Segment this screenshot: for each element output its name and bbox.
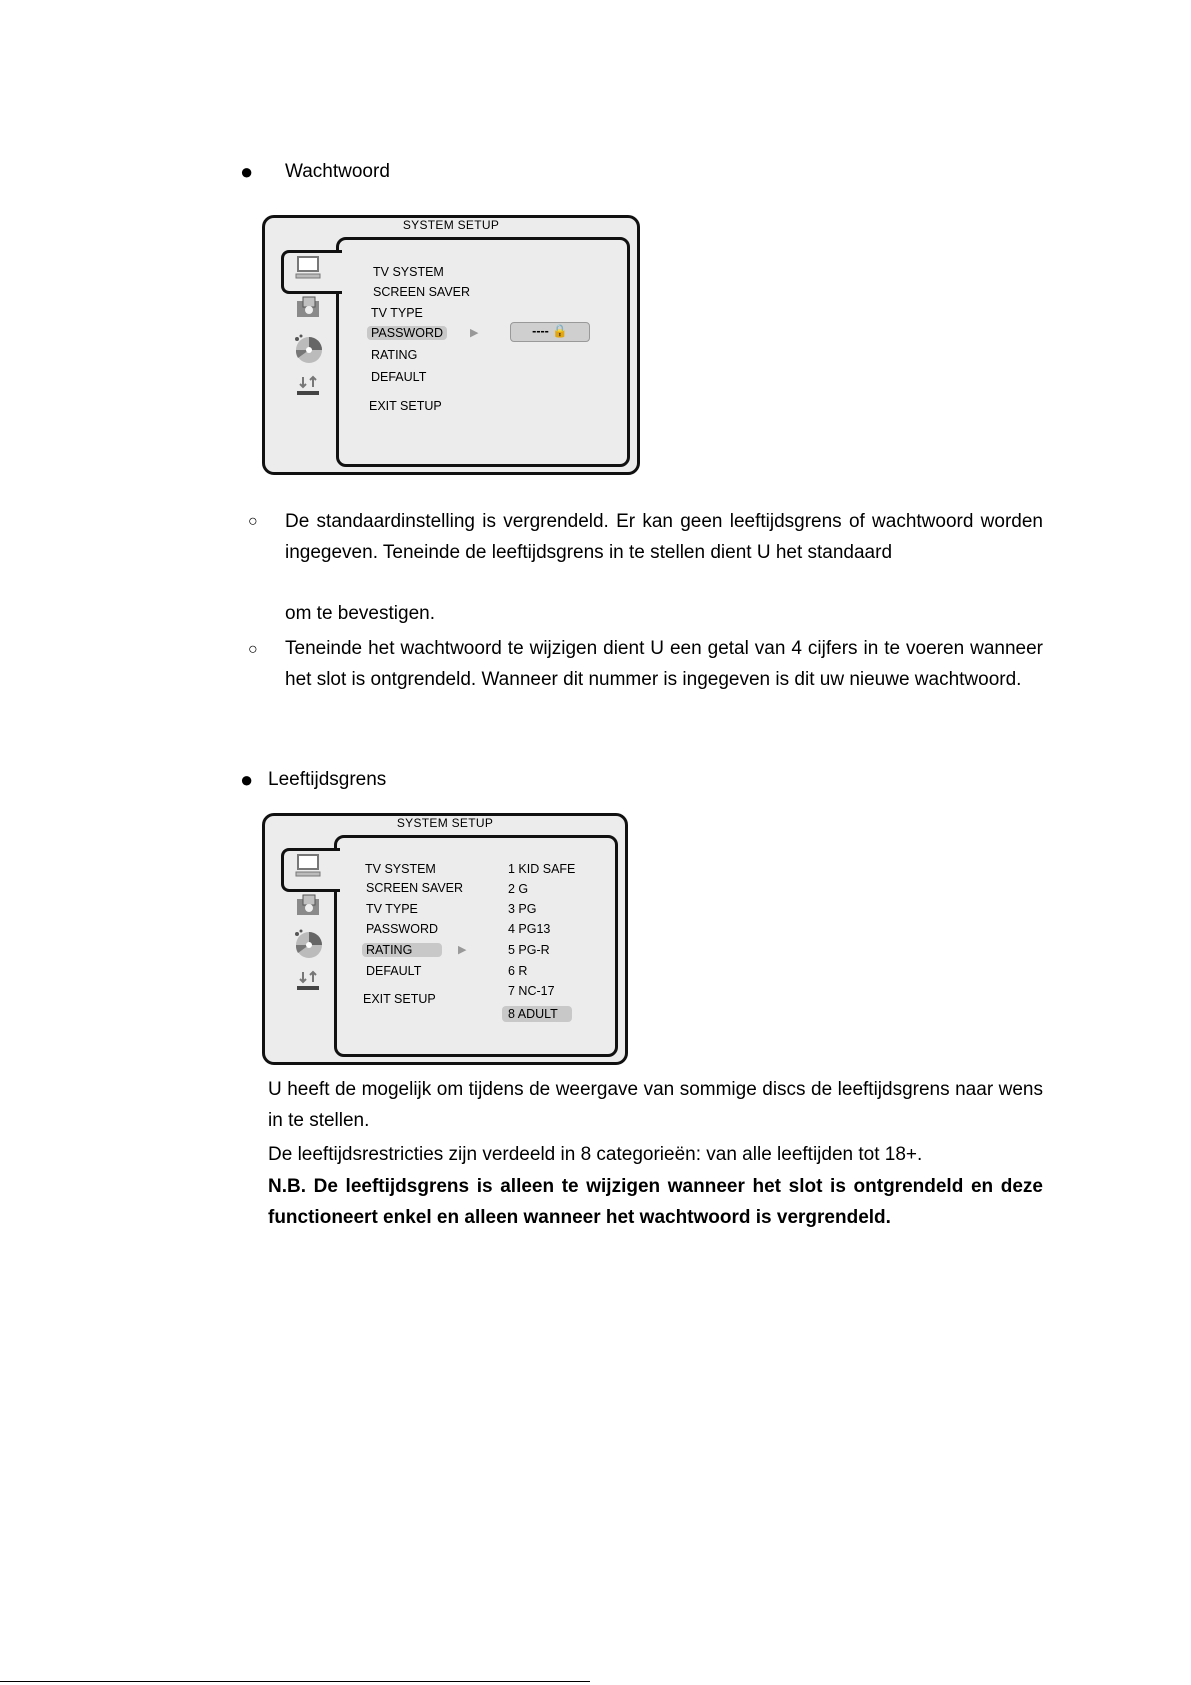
speaker-icon	[295, 893, 323, 917]
arrows-icon	[295, 375, 323, 399]
osd-title: SYSTEM SETUP	[402, 218, 500, 232]
footer-rule	[0, 1681, 590, 1682]
arrow-right-icon: ▶	[470, 327, 479, 339]
speaker-icon	[295, 295, 323, 319]
menu-item-rating[interactable]: RATING	[371, 348, 418, 362]
menu-item-tv-system[interactable]: TV SYSTEM	[365, 862, 436, 876]
menu-item-password[interactable]: PASSWORD	[366, 922, 438, 936]
tv-monitor-icon	[295, 853, 323, 879]
menu-item-password-label: PASSWORD	[367, 326, 447, 340]
arrows-icon	[295, 970, 323, 994]
menu-item-password[interactable]	[371, 325, 447, 341]
osd-menu-password	[262, 215, 640, 475]
password-value-field[interactable]: ---- 🔒	[510, 322, 590, 342]
paragraph-rating-note: N.B. De leeftijdsgrens is alleen te wijzigen wanneer het slot is ontgrendeld en deze functioneert enkel en alleen wanneer het wachtwoord is vergrendeld.	[268, 1176, 1043, 1228]
section-heading-rating: Leeftijdsgrens	[268, 769, 387, 790]
menu-item-tv-type[interactable]: TV TYPE	[371, 306, 423, 320]
rating-option-8-label: 8 ADULT	[502, 1006, 572, 1022]
rating-option-8[interactable]	[508, 1006, 572, 1022]
paragraph-rating-intro: U heeft de mogelijk om tijdens de weergave van sommige discs de leeftijdsgrens naar wens in te stellen.	[268, 1079, 1043, 1131]
menu-item-rating-label: RATING	[362, 943, 442, 957]
menu-item-default[interactable]: DEFAULT	[371, 370, 427, 384]
section-heading-password: Wachtwoord	[285, 161, 390, 182]
menu-item-default[interactable]: DEFAULT	[366, 964, 422, 978]
circle-bullet: ○	[248, 513, 258, 530]
paragraph-default-setting: De standaardinstelling is vergrendeld. Er kan geen leeftijdsgrens of wachtwoord worden ingegeven. Teneinde de leeftijdsgrens in te stellen dient U het standaard	[285, 511, 1043, 563]
rating-option-6[interactable]: 6 R	[508, 964, 528, 978]
menu-item-tv-type[interactable]: TV TYPE	[366, 902, 418, 916]
menu-item-exit-setup[interactable]: EXIT SETUP	[369, 399, 442, 413]
bullet-dot: ●	[240, 159, 254, 184]
rating-option-3[interactable]: 3 PG	[508, 902, 537, 916]
paragraph-change-password: Teneinde het wachtwoord te wijzigen dient U een getal van 4 cijfers in te voeren wanneer het slot is ontgrendeld. Wanneer dit nummer is ingegeven is dit uw nieuwe wachtwoord.	[285, 638, 1043, 690]
paragraph-confirm: om te bevestigen.	[285, 603, 435, 624]
circle-bullet: ○	[248, 641, 258, 658]
tv-monitor-icon	[295, 255, 323, 281]
rating-option-5[interactable]: 5 PG-R	[508, 943, 550, 957]
menu-item-tv-system[interactable]: TV SYSTEM	[373, 265, 444, 279]
rating-option-4[interactable]: 4 PG13	[508, 922, 551, 936]
rating-option-7[interactable]: 7 NC-17	[508, 984, 555, 998]
paragraph-rating-categories: De leeftijdsrestricties zijn verdeeld in 8 categorieën: van alle leeftijden tot 18+.	[268, 1144, 923, 1165]
disc-icon	[292, 333, 324, 365]
osd-menu-rating	[262, 813, 628, 1065]
osd-title: SYSTEM SETUP	[396, 816, 494, 830]
menu-item-rating[interactable]	[366, 942, 442, 958]
arrow-right-icon: ▶	[458, 944, 467, 956]
menu-item-exit-setup[interactable]: EXIT SETUP	[363, 992, 436, 1006]
rating-option-1[interactable]: 1 KID SAFE	[508, 862, 576, 876]
bullet-dot: ●	[240, 767, 254, 792]
menu-item-screen-saver[interactable]: SCREEN SAVER	[373, 285, 471, 299]
disc-icon	[292, 928, 324, 960]
rating-option-2[interactable]: 2 G	[508, 882, 529, 896]
menu-item-screen-saver[interactable]: SCREEN SAVER	[366, 881, 464, 895]
